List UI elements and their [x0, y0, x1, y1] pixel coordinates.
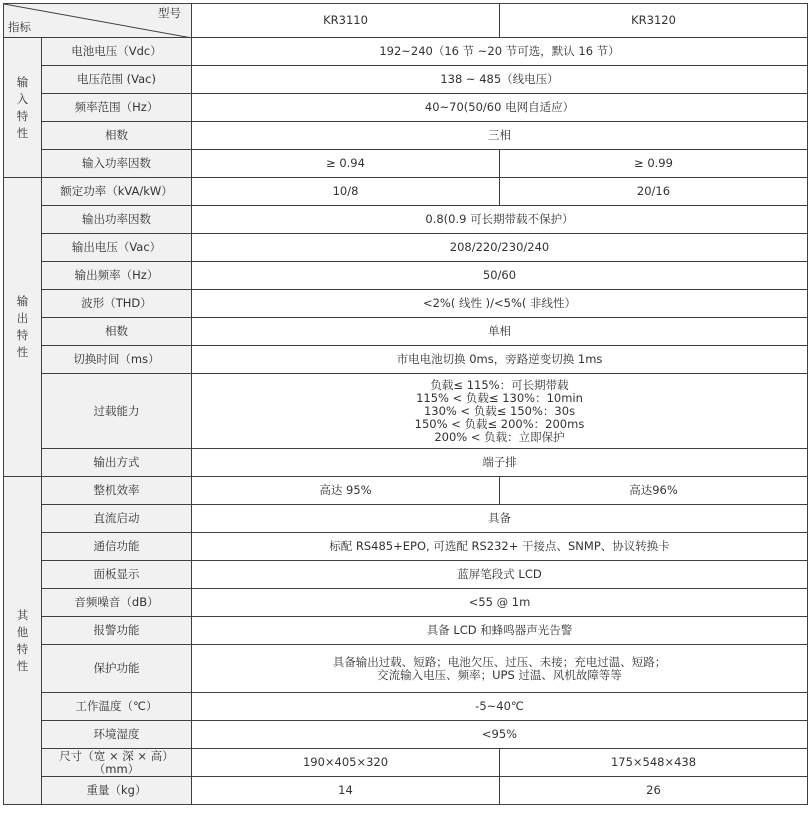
spec-value-merged: 具备 — [192, 505, 808, 533]
spec-row — [4, 449, 808, 477]
spec-value: ≥ 0.99 — [500, 150, 808, 178]
spec-row — [4, 561, 808, 589]
spec-label: 切换时间（ms） — [42, 346, 192, 374]
model-header-kr3110: KR3110 — [192, 4, 500, 38]
spec-value: 高达 95% — [192, 477, 500, 505]
spec-row — [4, 122, 808, 150]
spec-label: 工作温度（℃） — [42, 693, 192, 721]
header-corner-cell — [4, 4, 192, 38]
spec-value-line: 交流输入电压、频率；UPS 过温、风机故障等等 — [377, 667, 622, 682]
spec-value-merged: <55 @ 1m — [192, 589, 808, 617]
spec-row — [4, 617, 808, 645]
spec-row — [4, 94, 808, 122]
spec-table — [3, 3, 808, 805]
spec-row — [4, 234, 808, 262]
spec-value-merged: 0.8(0.9 可长期带载不保护） — [192, 206, 808, 234]
spec-row — [4, 38, 808, 66]
spec-label: 直流启动 — [42, 505, 192, 533]
spec-value-merged: 标配 RS485+EPO, 可选配 RS232+ 干接点、SNMP、协议转换卡 — [192, 533, 808, 561]
spec-value: 14 — [192, 777, 500, 805]
spec-label: 电压范围 (Vac) — [42, 66, 192, 94]
spec-label: 相数 — [42, 122, 192, 150]
spec-label: 频率范围（Hz） — [42, 94, 192, 122]
spec-value-merged: 市电电池切换 0ms，旁路逆变切换 1ms — [192, 346, 808, 374]
spec-row — [4, 150, 808, 178]
spec-value-line: 负载≤ 115%：可长期带载 — [430, 377, 569, 392]
spec-label: 输出方式 — [42, 449, 192, 477]
spec-row — [4, 645, 808, 693]
spec-value-merged: -5~40℃ — [192, 693, 808, 721]
spec-row — [4, 693, 808, 721]
spec-label: 波形（THD） — [42, 290, 192, 318]
spec-value: 20/16 — [500, 178, 808, 206]
spec-value-merged: 50/60 — [192, 262, 808, 290]
spec-value: 高达96% — [500, 477, 808, 505]
spec-value-merged: 端子排 — [192, 449, 808, 477]
spec-label: 面板显示 — [42, 561, 192, 589]
spec-value: 190×405×320 — [192, 749, 500, 777]
spec-row — [4, 777, 808, 805]
spec-value-merged: 单相 — [192, 318, 808, 346]
spec-row — [4, 290, 808, 318]
spec-value: ≥ 0.94 — [192, 150, 500, 178]
spec-label: 输出功率因数 — [42, 206, 192, 234]
spec-label: 通信功能 — [42, 533, 192, 561]
spec-value: 26 — [500, 777, 808, 805]
spec-value-line: 150% < 负载≤ 200%：200ms — [414, 416, 585, 431]
spec-value: 10/8 — [192, 178, 500, 206]
spec-row — [4, 262, 808, 290]
spec-value-multiline — [192, 645, 808, 693]
spec-row — [4, 318, 808, 346]
spec-row — [4, 505, 808, 533]
spec-label: 整机效率 — [42, 477, 192, 505]
spec-label: 输出电压（Vac） — [42, 234, 192, 262]
group-label: 输 出 特 性 — [4, 178, 42, 477]
spec-value-merged: 138 ~ 485（线电压） — [192, 66, 808, 94]
spec-value-merged: 40~70(50/60 电网自适应） — [192, 94, 808, 122]
spec-value-merged: 三相 — [192, 122, 808, 150]
spec-row — [4, 589, 808, 617]
group-label: 其 他 特 性 — [4, 477, 42, 805]
spec-value-merged: 具备 LCD 和蜂鸣器声光告警 — [192, 617, 808, 645]
spec-row — [4, 749, 808, 777]
spec-label: 环境湿度 — [42, 721, 192, 749]
spec-label: 输入功率因数 — [42, 150, 192, 178]
header-row — [4, 4, 808, 38]
spec-label: 报警功能 — [42, 617, 192, 645]
spec-value-line: 200% < 负载：立即保护 — [434, 429, 565, 444]
spec-label: 电池电压（Vdc） — [42, 38, 192, 66]
indicator-label: 指标 — [8, 20, 31, 34]
spec-value-merged: 192~240（16 节 ~20 节可选，默认 16 节） — [192, 38, 808, 66]
spec-label: 输出频率（Hz） — [42, 262, 192, 290]
spec-label: 相数 — [42, 318, 192, 346]
spec-row — [4, 66, 808, 94]
spec-label: 重量（kg） — [42, 777, 192, 805]
model-label: 型号 — [158, 6, 181, 20]
spec-row — [4, 477, 808, 505]
spec-row — [4, 374, 808, 449]
spec-row — [4, 206, 808, 234]
spec-row — [4, 346, 808, 374]
spec-value-merged: 208/220/230/240 — [192, 234, 808, 262]
spec-row — [4, 721, 808, 749]
spec-value-merged: <2%( 线性 )/<5%( 非线性） — [192, 290, 808, 318]
spec-label: 音频噪音（dB） — [42, 589, 192, 617]
spec-value-merged: <95% — [192, 721, 808, 749]
spec-label: 过载能力 — [42, 374, 192, 449]
spec-value-line: 130% < 负载≤ 150%：30s — [423, 403, 576, 418]
spec-label-line: （mm） — [93, 761, 140, 776]
spec-value: 175×548×438 — [500, 749, 808, 777]
spec-value-line: 115% < 负载≤ 130%：10min — [416, 390, 583, 405]
spec-row — [4, 178, 808, 206]
model-header-kr3120: KR3120 — [500, 4, 808, 38]
spec-label — [42, 749, 192, 777]
group-label: 输 入 特 性 — [4, 38, 42, 178]
spec-label: 额定功率（kVA/kW） — [42, 178, 192, 206]
spec-label: 保护功能 — [42, 645, 192, 693]
spec-value-line: 具备输出过载、短路；电池欠压、过压、未接；充电过温、短路； — [332, 654, 667, 669]
spec-label-line: 尺寸（宽 × 深 × 高） — [59, 748, 174, 763]
spec-value-multiline — [192, 374, 808, 449]
spec-value-merged: 蓝屏笔段式 LCD — [192, 561, 808, 589]
spec-row — [4, 533, 808, 561]
